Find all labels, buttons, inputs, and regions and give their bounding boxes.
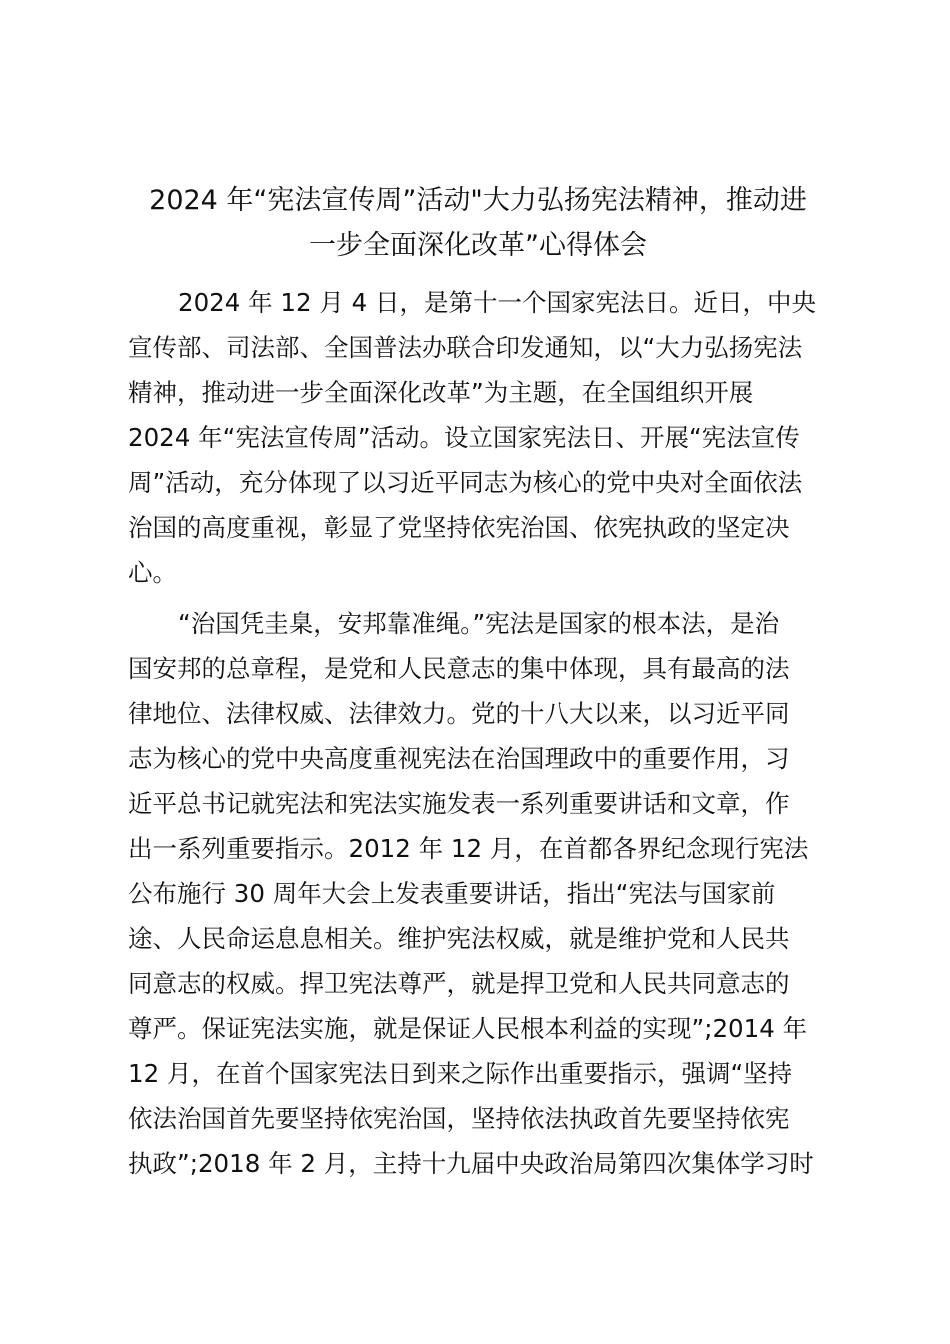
paragraph-1 bbox=[128, 280, 848, 595]
document-title bbox=[118, 178, 838, 268]
paragraph-line: 12 月，在首个国家宪法日到来之际作出重要指示，强调“坚持 bbox=[128, 1059, 793, 1088]
paragraph-line: 近平总书记就宪法和宪法实施发表一系列重要讲话和文章，作 bbox=[128, 789, 790, 818]
paragraph-line: 依法治国首先要坚持依宪治国，坚持依法执政首先要坚持依宪 bbox=[128, 1104, 790, 1133]
paragraph-line: 尊严。保证宪法实施，就是保证人民根本利益的实现”;2014 年 bbox=[128, 1014, 808, 1043]
paragraph-line: 宣传部、司法部、全国普法办联合印发通知，以“大力弘扬宪法 bbox=[128, 333, 803, 362]
paragraph-line: 2024 年“宪法宣传周”活动。设立国家宪法日、开展“宪法宣传 bbox=[128, 423, 800, 452]
paragraph-line: 2024 年 12 月 4 日，是第十一个国家宪法日。近日，中央 bbox=[178, 288, 817, 317]
title-line: 一步全面深化改革”心得体会 bbox=[309, 230, 647, 261]
title-line: 2024 年“宪法宣传周”活动"大力弘扬宪法精神，推动进 bbox=[149, 185, 807, 216]
paragraph-line: 精神，推动进一步全面深化改革”为主题，在全国组织开展 bbox=[128, 378, 754, 407]
paragraph-line: 途、人民命运息息相关。维护宪法权威，就是维护党和人民共 bbox=[128, 924, 790, 953]
document-body bbox=[128, 280, 848, 1186]
paragraph-line: 治国的高度重视，彰显了党坚持依宪治国、依宪执政的坚定决 bbox=[128, 513, 790, 542]
paragraph-line: 志为核心的党中央高度重视宪法在治国理政中的重要作用，习 bbox=[128, 744, 790, 773]
paragraph-2 bbox=[128, 601, 848, 1186]
paragraph-line: 同意志的权威。捍卫宪法尊严，就是捍卫党和人民共同意志的 bbox=[128, 969, 790, 998]
paragraph-line: 周”活动，充分体现了以习近平同志为核心的党中央对全面依法 bbox=[128, 468, 803, 497]
paragraph-line: 出一系列重要指示。2012 年 12 月，在首都各界纪念现行宪法 bbox=[128, 834, 809, 863]
paragraph-line: “治国凭圭臬，安邦靠准绳。”宪法是国家的根本法，是治 bbox=[178, 609, 780, 638]
paragraph-line: 律地位、法律权威、法律效力。党的十八大以来，以习近平同 bbox=[128, 699, 790, 728]
paragraph-line: 公布施行 30 周年大会上发表重要讲话，指出“宪法与国家前 bbox=[128, 879, 776, 908]
paragraph-line: 心。 bbox=[128, 558, 177, 587]
paragraph-line: 国安邦的总章程，是党和人民意志的集中体现，具有最高的法 bbox=[128, 654, 790, 683]
paragraph-line: 执政”;2018 年 2 月，主持十九届中央政治局第四次集体学习时 bbox=[128, 1149, 814, 1178]
